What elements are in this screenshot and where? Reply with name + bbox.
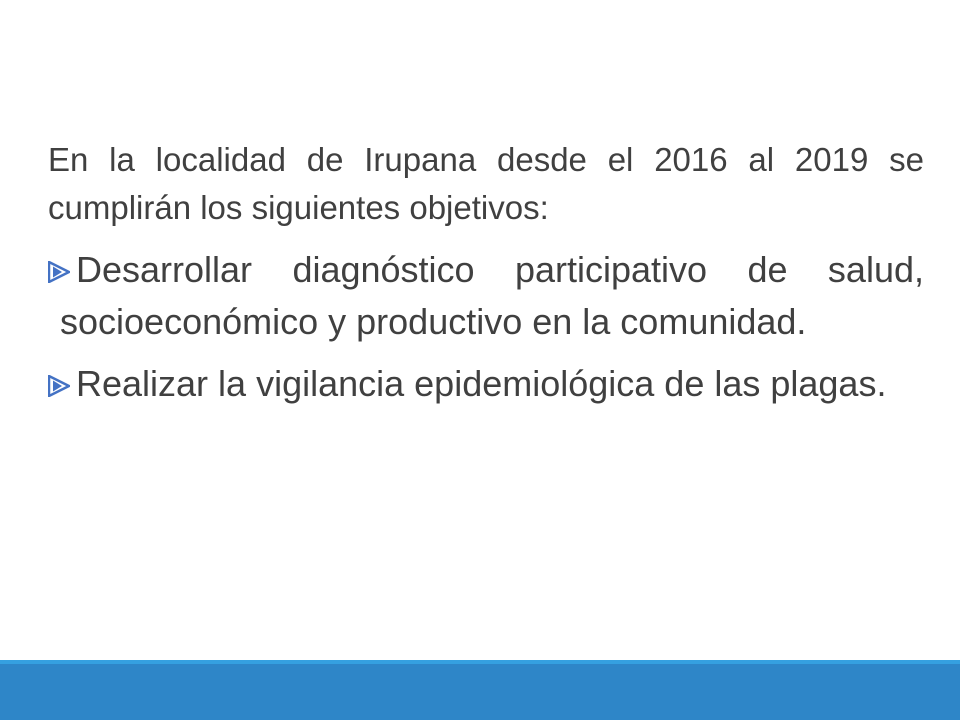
bullet-text: Desarrollar diagnóstico participativo de salud, socioeconómico y productivo en la comunidad.: [60, 249, 924, 342]
arrowhead-bullet-icon: [48, 375, 70, 397]
objectives-list: [48, 244, 924, 410]
slide-content: [48, 136, 924, 410]
list-item: [48, 244, 924, 348]
bullet-text: Realizar la vigilancia epidemiológica de las plagas.: [76, 363, 887, 404]
list-item: [48, 358, 924, 410]
arrowhead-bullet-icon: [48, 261, 70, 283]
footer-bar: [0, 664, 960, 720]
intro-paragraph: En la localidad de Irupana desde el 2016 al 2019 se cumplirán los siguientes objetivos:: [48, 141, 924, 226]
